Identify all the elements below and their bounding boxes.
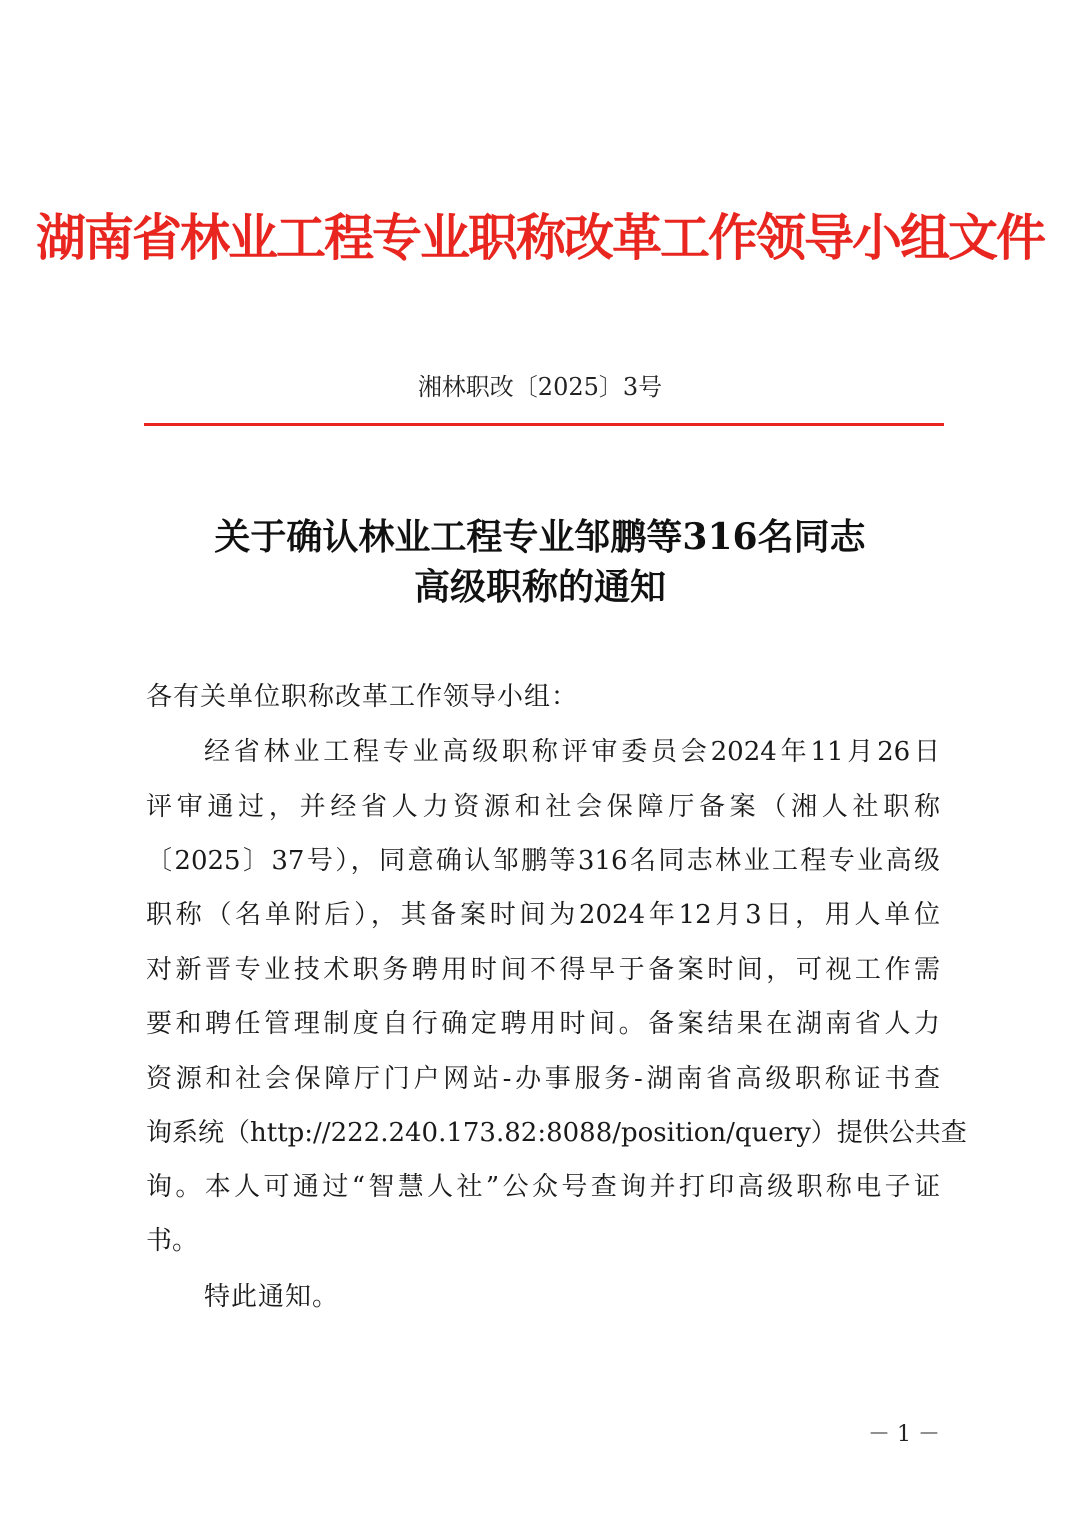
closing-text: 特此通知。: [204, 1282, 340, 1312]
body-line: 对新晋专业技术职务聘用时间不得早于备案时间，可视工作需: [146, 955, 940, 985]
page-number: － 1 －: [868, 1422, 940, 1447]
issuer-header: 湖南省林业工程专业职称改革工作领导小组文件: [36, 209, 1044, 267]
body-line: 询系统（http://222.240.173.82:8088/position/query）提供公共查: [146, 1118, 967, 1148]
body-line: 经省林业工程专业高级职称评审委员会2024年11月26日: [204, 737, 940, 767]
salutation: 各有关单位职称改革工作领导小组：: [146, 682, 579, 712]
body-line: 〔2025〕37号），同意确认邹鹏等316名同志林业工程专业高级: [146, 846, 940, 876]
body-line: 要和聘任管理制度自行确定聘用时间。备案结果在湖南省人力: [146, 1009, 940, 1039]
body-line: 评审通过，并经省人力资源和社会保障厅备案（湘人社职称: [146, 792, 940, 822]
notice-title-line-1: 关于确认林业工程专业邹鹏等316名同志: [214, 516, 866, 558]
red-divider-line: [144, 423, 944, 426]
body-line: 询。本人可通过“智慧人社”公众号查询并打印高级职称电子证: [146, 1172, 940, 1202]
notice-title-line-2: 高级职称的通知: [413, 566, 666, 608]
body-line: 职称（名单附后），其备案时间为2024年12月3日，用人单位: [146, 900, 940, 930]
body-line: 书。: [146, 1226, 199, 1256]
document-number: 湘林职改〔2025〕3号: [417, 373, 663, 401]
body-line: 资源和社会保障厅门户网站-办事服务-湖南省高级职称证书查: [146, 1064, 940, 1094]
